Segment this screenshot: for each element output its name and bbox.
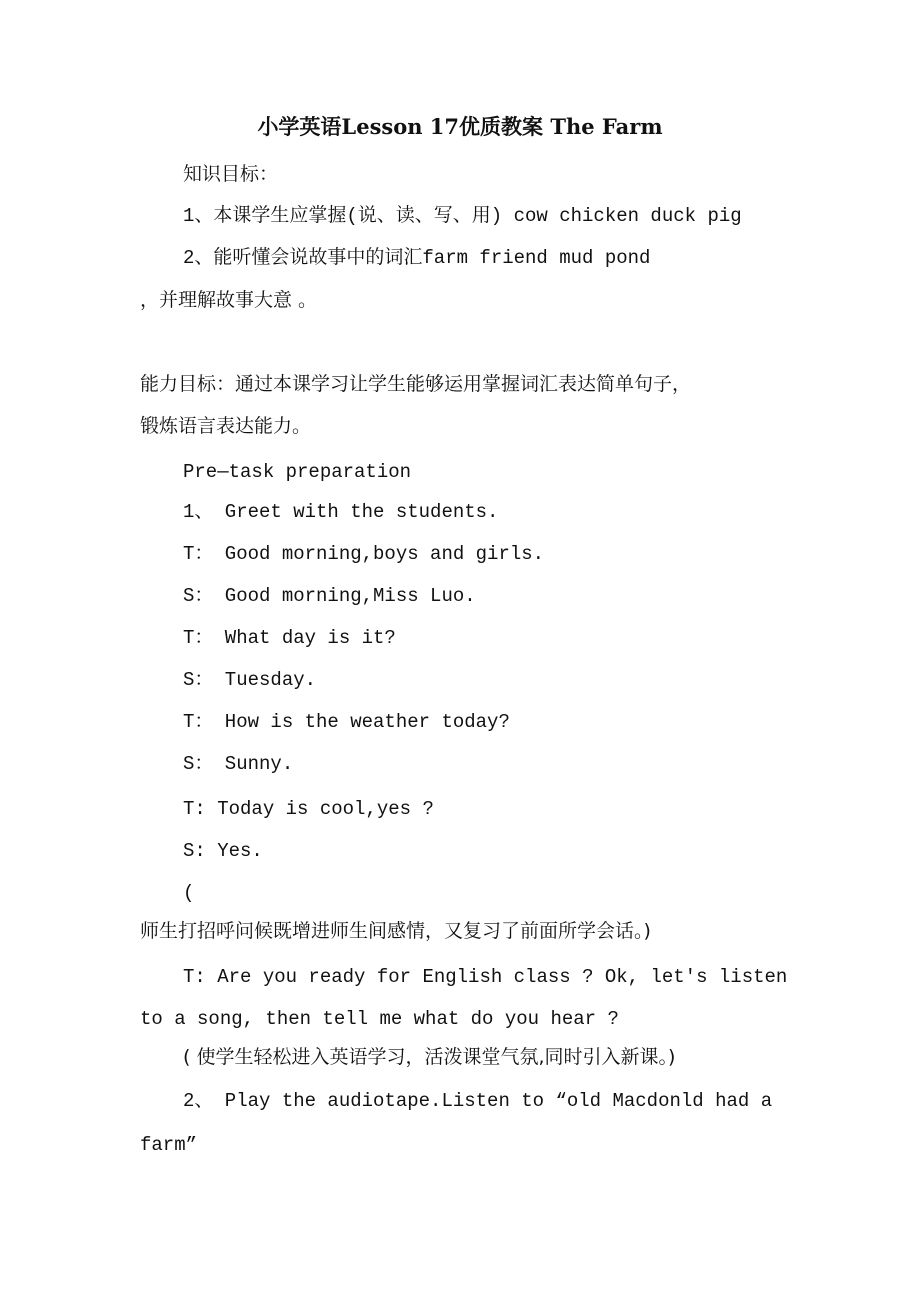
step-2-continued: farm” xyxy=(140,1134,198,1156)
knowledge-goal-heading: 知识目标： xyxy=(183,163,279,185)
step-1-greet: 1、 Greet with the students. xyxy=(183,501,499,523)
dialogue-line: T： Good morning,boys and girls. xyxy=(183,543,545,565)
document-title: 小学英语Lesson 17优质教案 The Farm xyxy=(257,114,663,139)
dialogue-line: S: Yes. xyxy=(183,840,263,862)
goal-item-1: 1、本课学生应掌握(说、读、写、用) cow chicken duck pig xyxy=(183,205,742,227)
dialogue-line: T: Today is cool,yes ? xyxy=(183,798,434,820)
ability-goal-continued: 锻炼语言表达能力。 xyxy=(140,415,312,437)
dialogue-line: T： How is the weather today? xyxy=(183,711,510,733)
dialogue-line: S： Sunny. xyxy=(183,753,294,775)
step-2-play-audiotape: 2、 Play the audiotape.Listen to “old Macdonld had a xyxy=(183,1090,773,1112)
dialogue-line-continued: to a song, then tell me what do you hear ? xyxy=(140,1008,619,1030)
ability-goal-line: 能力目标：通过本课学习让学生能够运用掌握词汇表达简单句子， xyxy=(140,373,692,395)
teaching-note: 师生打招呼问候既增进师生间感情，又复习了前面所学会话。) xyxy=(140,920,651,942)
dialogue-line: T： What day is it? xyxy=(183,627,396,649)
goal-item-2: 2、能听懂会说故事中的词汇farm friend mud pond xyxy=(183,247,651,269)
goal-item-2-continued: ，并理解故事大意 。 xyxy=(140,289,318,311)
dialogue-line: S： Tuesday. xyxy=(183,669,317,691)
teaching-note: ( 使学生轻松进入英语学习，活泼课堂气氛,同时引入新课。) xyxy=(183,1046,676,1068)
note-open-paren: ( xyxy=(183,882,195,904)
dialogue-line: T: Are you ready for English class ? Ok, let's listen xyxy=(183,966,788,988)
section-heading-pretask: Pre—task preparation xyxy=(183,461,412,483)
dialogue-line: S： Good morning,Miss Luo. xyxy=(183,585,476,607)
